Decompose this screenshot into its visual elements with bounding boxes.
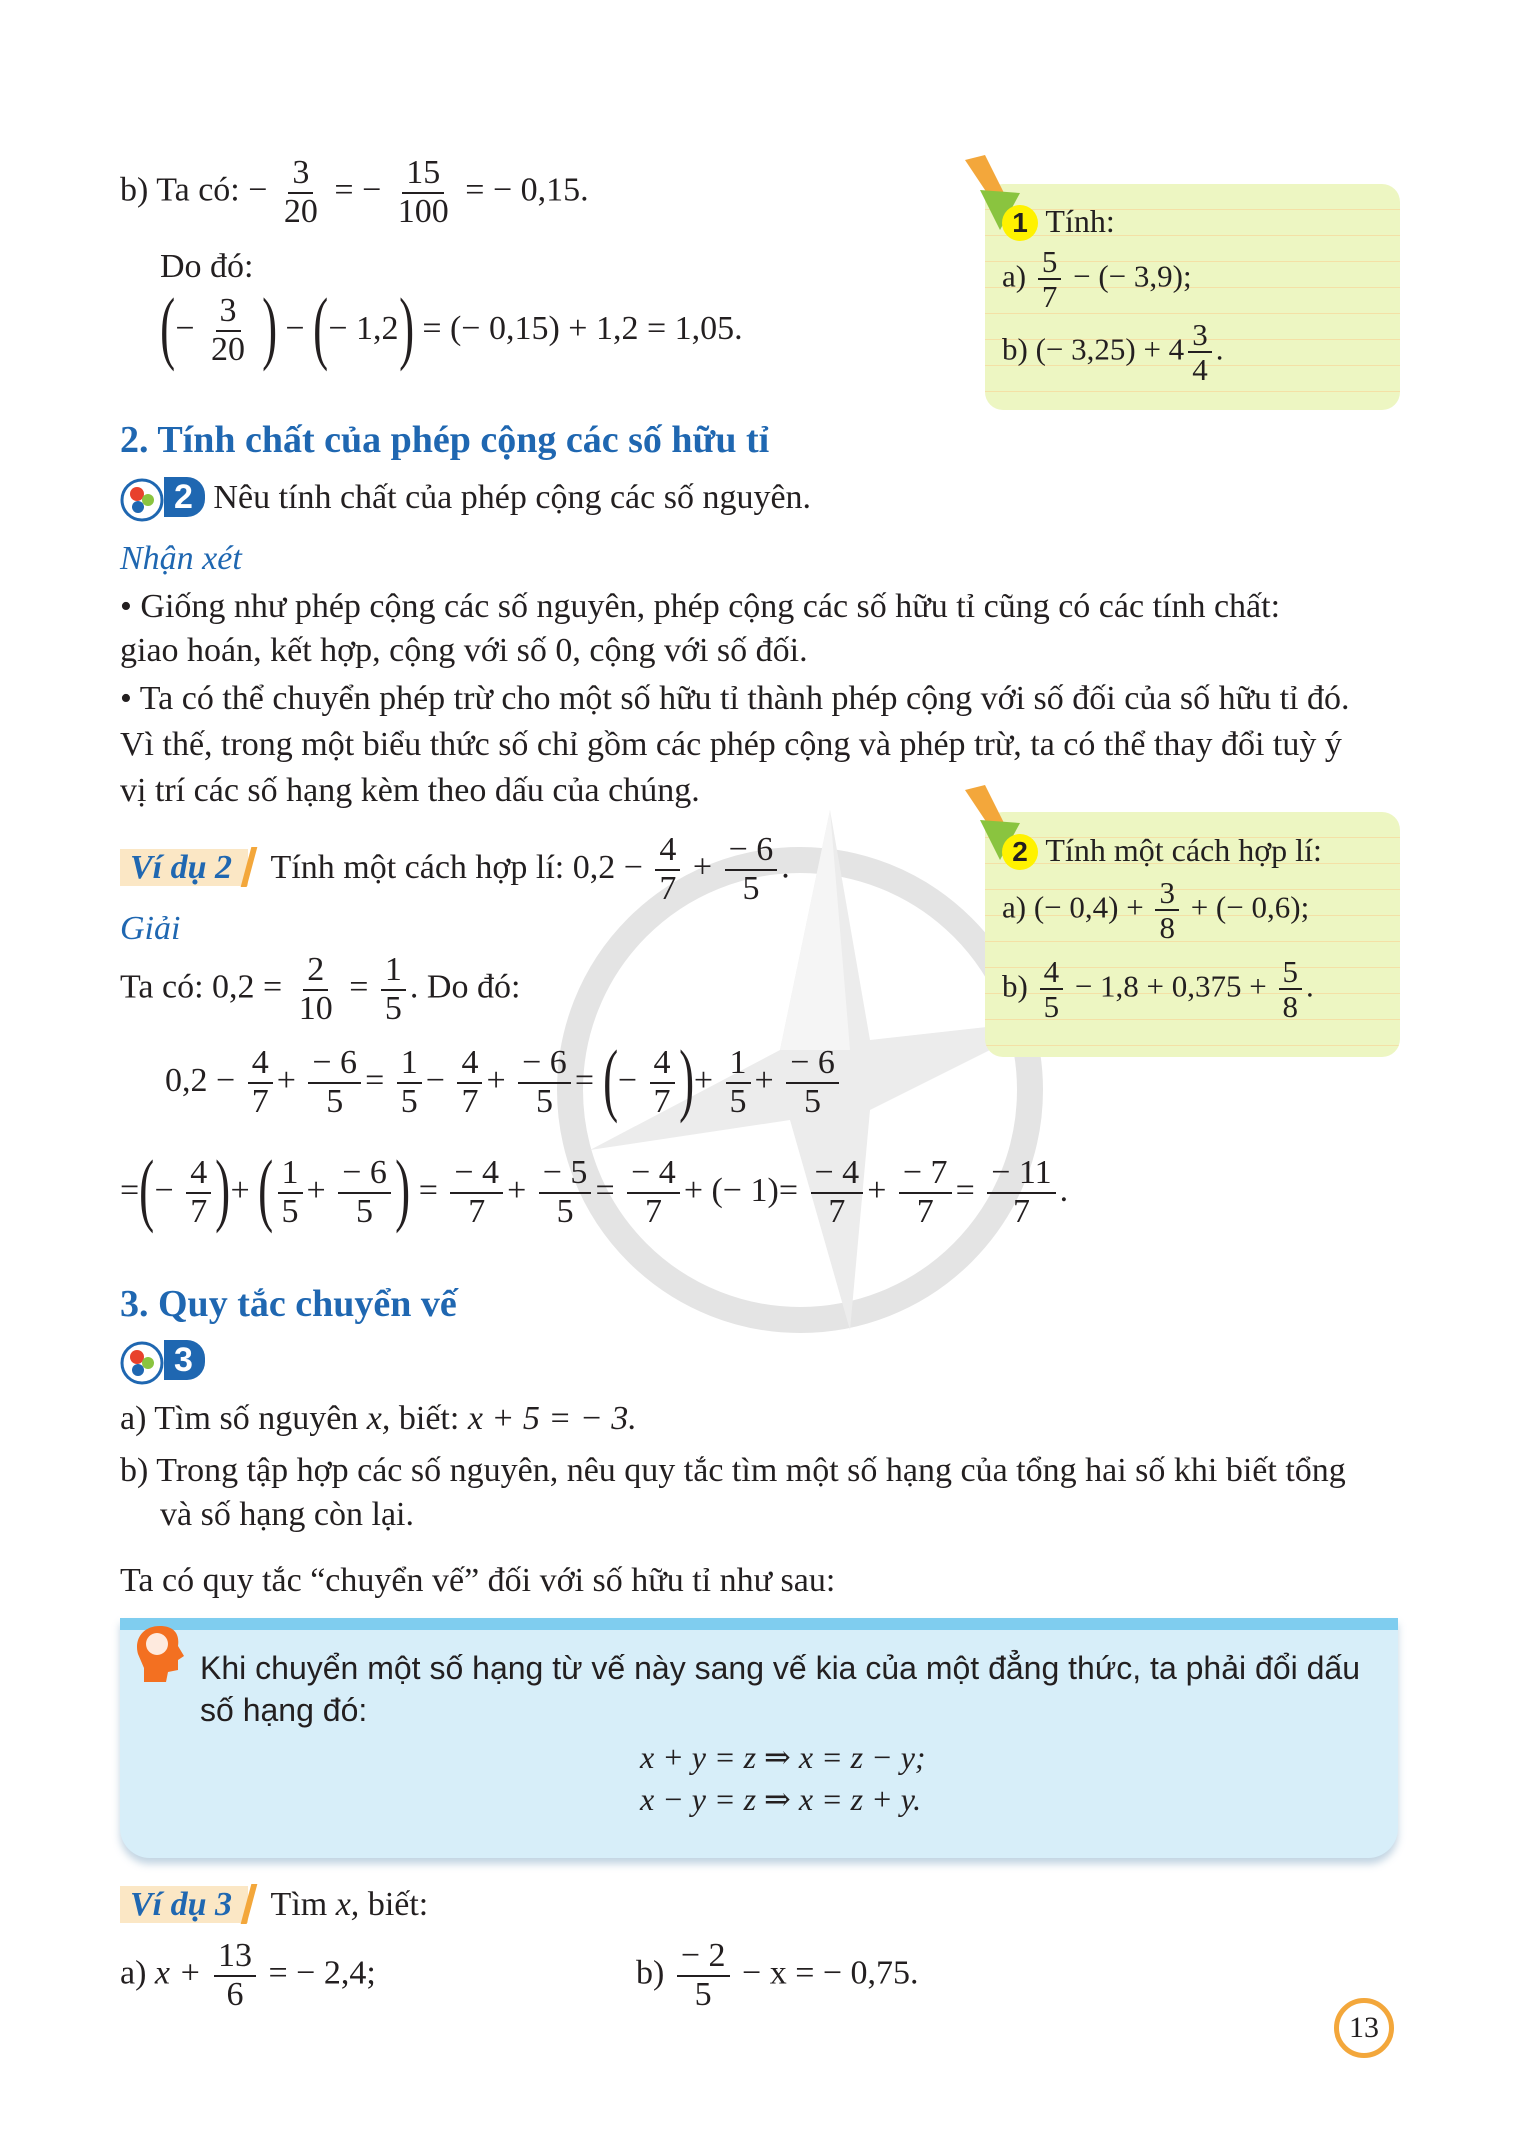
fraction: $\frac{5}{7}$ xyxy=(1038,245,1062,314)
example-3-b: b) $\frac{- 2}{5}$ − x = − 0,75. xyxy=(636,1937,919,2013)
gears-icon xyxy=(120,478,164,522)
fraction: $\frac{- 11}{7}$ xyxy=(987,1155,1055,1230)
fraction: $\frac{4}{7}$ xyxy=(655,832,680,907)
fraction: $\frac{4}{7}$ xyxy=(650,1045,675,1120)
fraction: $\frac{1}{5}$ xyxy=(278,1155,303,1230)
practice-2-number: 2 xyxy=(1002,834,1038,870)
practice-2-title-row xyxy=(1002,832,1322,870)
section-2-heading: 2. Tính chất của phép cộng các số hữu tỉ xyxy=(120,419,770,461)
head-icon xyxy=(130,1622,190,1686)
practice-2-title: Tính một cách hợp lí: xyxy=(1045,832,1322,868)
fraction: $\frac{1}{5}$ xyxy=(397,1045,422,1120)
rule-intro: Ta có quy tắc “chuyển vế” đối với số hữu tỉ như sau: xyxy=(120,1562,836,1599)
rule-line-2: số hạng đó: xyxy=(200,1692,368,1728)
giai-label: Giải xyxy=(120,910,181,947)
example-2-step-3: =(− $\frac{4}{7}$ )+ ( $\frac{1}{5}$ + $\frac{- 6}{5}$ ) = $\frac{- 4}{7}$ + $\frac{- 5}{5}$ = $\frac{- 4}{7}$ + (− 1)= $\frac{- 4}{7}$ + $\frac{- 7}{7}$ = $\frac{- 11}{7}$ . xyxy=(120,1143,1069,1234)
fraction: $\frac{5}{8}$ xyxy=(1279,955,1303,1024)
fraction: $\frac{1}{5}$ xyxy=(381,952,406,1027)
fraction: $\frac{- 7}{7}$ xyxy=(899,1155,952,1230)
activity-2 xyxy=(120,477,811,522)
fraction: $\frac{4}{7}$ xyxy=(457,1045,482,1120)
activity-2-text: Nêu tính chất của phép cộng các số nguyên. xyxy=(213,479,812,516)
question-a: a) Tìm số nguyên x, biết: x + 5 = − 3. xyxy=(120,1400,637,1437)
fraction: $\frac{- 6}{5}$ xyxy=(338,1155,391,1230)
rule-formula-1: x + y = z ⇒ x = z − y; xyxy=(640,1739,926,1775)
example-2-line: Ví dụ 2 Tính một cách hợp lí: 0,2 − $\frac{4}{7}$ + $\frac{- 6}{5}$ . xyxy=(120,832,790,907)
question-b-line-2: và số hạng còn lại. xyxy=(160,1496,414,1533)
part-b-line: b) Ta có: − $\frac{3}{20}$ = − $\frac{15}{100}$ = − 0,15. xyxy=(120,154,589,230)
rule-line-1: Khi chuyển một số hạng từ vế này sang vế kia của một đẳng thức, ta phải đổi dấu xyxy=(200,1650,1360,1686)
bullet-2-line-1: • Ta có thể chuyển phép trừ cho một số hữu tỉ thành phép cộng với số đối của số hữu tỉ đó. xyxy=(120,680,1350,717)
fraction: $\frac{3}{4}$ xyxy=(1188,318,1212,387)
part-b-result: − 0,15. xyxy=(492,171,589,209)
part-b-calc: (− $\frac{3}{20}$ ) − (− 1,2) = (− 0,15) + 1,2 = 1,05. xyxy=(160,281,743,372)
fraction: $\frac{3}{20}$ xyxy=(283,154,318,230)
fraction: $\frac{- 6}{5}$ xyxy=(725,832,778,907)
fraction: $\frac{- 5}{5}$ xyxy=(539,1155,592,1230)
fraction: $\frac{4}{5}$ xyxy=(1040,955,1064,1024)
practice-2-b: b) $\frac{4}{5}$ − 1,8 + 0,375 + $\frac{5}{8}$ . xyxy=(1002,954,1314,1025)
page-number: 13 xyxy=(1349,2011,1379,2044)
fraction: $\frac{- 4}{7}$ xyxy=(450,1155,503,1230)
fraction: $\frac{- 4}{7}$ xyxy=(811,1155,864,1230)
example-3-line: Ví dụ 3 Tìm x, biết: xyxy=(120,1886,428,1924)
part-b-label: b) Ta có: xyxy=(120,171,240,209)
fraction: $\frac{15}{100}$ xyxy=(397,154,449,230)
practice-1-a: a) $\frac{5}{7}$ − (− 3,9); xyxy=(1002,244,1192,315)
activity-2-number: 2 xyxy=(164,477,205,517)
fraction: $\frac{2}{10}$ xyxy=(298,951,333,1027)
example-2-step-1: Ta có: 0,2 = $\frac{2}{10}$ = $\frac{1}{5}$ . Do đó: xyxy=(120,951,521,1027)
fraction: $\frac{- 2}{5}$ xyxy=(677,1938,730,2013)
example-2-label: Ví dụ 2 xyxy=(120,849,248,886)
rule-formula-2: x − y = z ⇒ x = z + y. xyxy=(640,1781,922,1817)
practice-1-title-row xyxy=(1002,203,1115,241)
example-3-a: a) x + $\frac{13}{6}$ = − 2,4; xyxy=(120,1937,376,2013)
bullet-2-line-3: vị trí các số hạng kèm theo dấu của chúng. xyxy=(120,772,700,809)
section-3-heading: 3. Quy tắc chuyển vế xyxy=(120,1283,457,1325)
fraction: $\frac{4}{7}$ xyxy=(248,1045,273,1120)
fraction: $\frac{- 6}{5}$ xyxy=(518,1045,571,1120)
gears-icon xyxy=(120,1341,164,1385)
do-do-text: Do đó: xyxy=(160,248,254,285)
fraction: $\frac{3}{8}$ xyxy=(1155,876,1179,945)
fraction: $\frac{- 6}{5}$ xyxy=(786,1045,839,1120)
practice-1-number: 1 xyxy=(1002,205,1038,241)
fraction: $\frac{- 6}{5}$ xyxy=(308,1045,361,1120)
example-3-label: Ví dụ 3 xyxy=(120,1886,248,1923)
question-b-line-1: b) Trong tập hợp các số nguyên, nêu quy tắc tìm một số hạng của tổng hai số khi biết tổng xyxy=(120,1452,1346,1489)
fraction: $\frac{3}{20}$ xyxy=(211,292,245,368)
fraction: $\frac{4}{7}$ xyxy=(186,1155,211,1230)
fraction: $\frac{13}{6}$ xyxy=(214,1938,256,2013)
bullet-1-line-1: • Giống như phép cộng các số nguyên, phép cộng các số hữu tỉ cũng có các tính chất: xyxy=(120,588,1281,625)
fraction: $\frac{1}{5}$ xyxy=(726,1045,751,1120)
part-b-calc-tail: = (− 0,15) + 1,2 = 1,05. xyxy=(422,309,743,347)
bullet-2-line-2: Vì thế, trong một biểu thức số chỉ gồm các phép cộng và phép trừ, ta có thể thay đổi tuỳ ý xyxy=(120,726,1342,763)
example-2-step-2: 0,2 − $\frac{4}{7}$ + $\frac{- 6}{5}$ = $\frac{1}{5}$ − $\frac{4}{7}$ + $\frac{- 6}{5}$ = (− $\frac{4}{7}$ )+ $\frac{1}{5}$ + $\frac{- 6}{5}$ xyxy=(165,1042,843,1124)
fraction: $\frac{- 4}{7}$ xyxy=(627,1155,680,1230)
practice-1-title: Tính: xyxy=(1045,203,1115,239)
page-number-badge xyxy=(1334,1998,1394,2058)
nhan-xet-label: Nhận xét xyxy=(120,540,242,577)
activity-3-number: 3 xyxy=(164,1340,205,1380)
bullet-1-line-2: giao hoán, kết hợp, cộng với số 0, cộng với số đối. xyxy=(120,632,808,669)
practice-1-b: b) (− 3,25) + 4 $\frac{3}{4}$ . xyxy=(1002,317,1224,388)
activity-3 xyxy=(120,1340,205,1385)
practice-2-a: a) (− 0,4) + $\frac{3}{8}$ + (− 0,6); xyxy=(1002,875,1310,946)
